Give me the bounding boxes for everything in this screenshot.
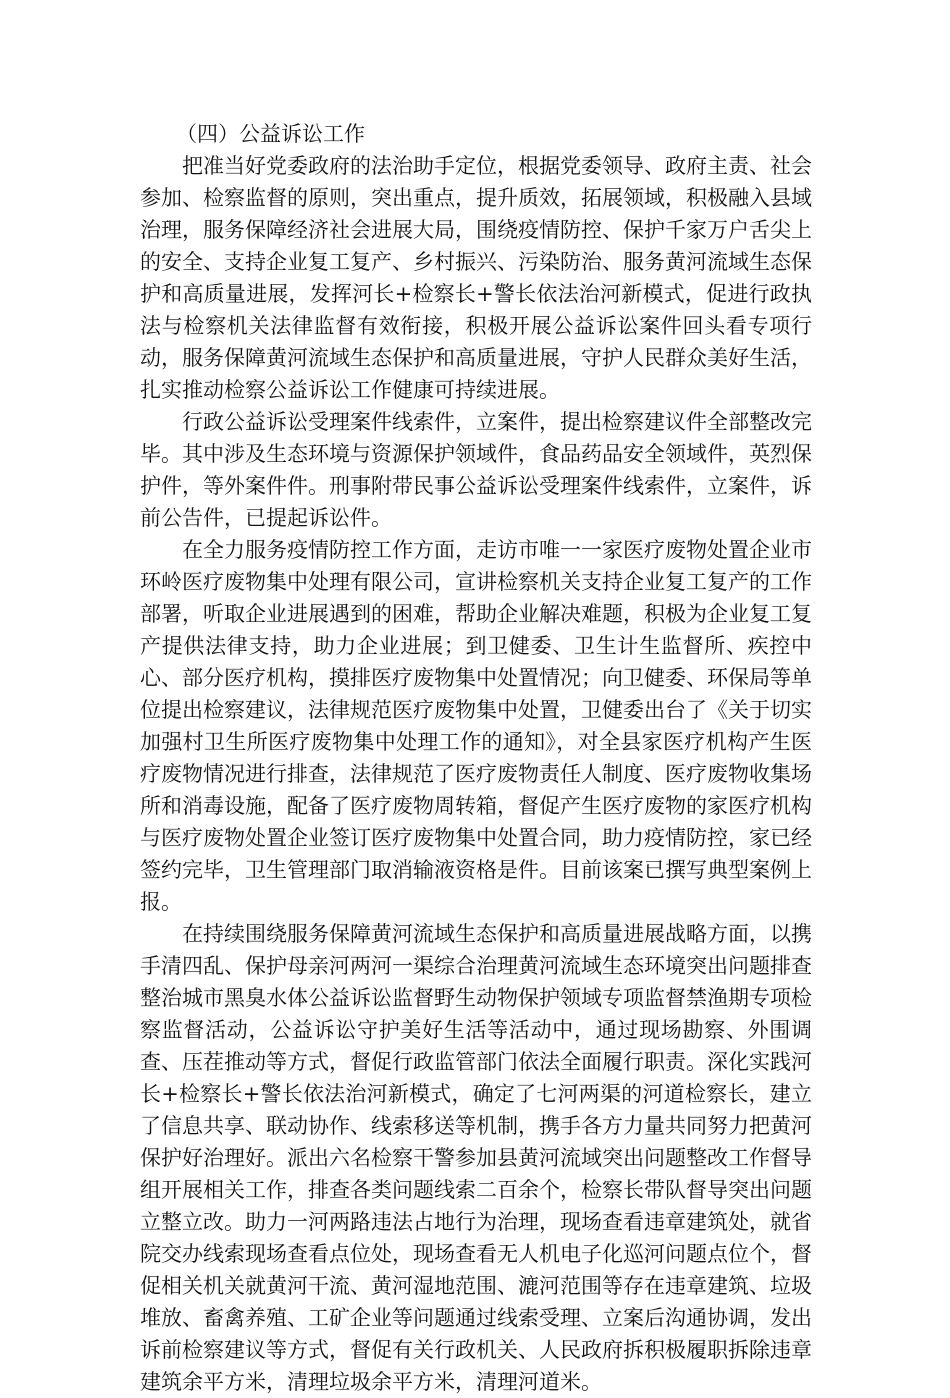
section-heading: （四）公益诉讼工作: [176, 122, 365, 146]
paragraph-case-statistics: 行政公益诉讼受理案件线索件，立案件，提出检察建议件全部整改完毕。其中涉及生态环境与资源保护领域件，食品药品安全领域件，英烈保护件，等外案件件。刑事附带民事公益诉讼受理案件线索件，立案件，诉前公告件，已提起诉讼件。: [140, 410, 812, 530]
paragraph-yellow-river-protection: 在持续围绕服务保障黄河流域生态保护和高质量进展战略方面，以携手清四乱、保护母亲河两河一渠综合治理黄河流域生态环境突出问题排查整治城市黑臭水体公益诉讼监督野生动物保护领域专项监督禁渔期专项检察监督活动，公益诉讼守护美好生活等活动中，通过现场勘察、外围调查、压茬推动等方式，督促行政监管部门依法全面履行职责。深化实践河长+检察长+警长依法治河新模式，确定了七河两渠的河道检察长，建立了信息共享、联动协作、线索移送等机制，携手各方力量共同努力把黄河保护好治理好。派出六名检察干警参加县黄河流域突出问题整改工作督导组开展相关工作，排查各类问题线索二百余个，检察长带队督导突出问题立整立改。助力一河两路违法占地行为治理，现场查看违章建筑处，就省院交办线索现场查看点位处，现场查看无人机电子化巡河问题点位个，督促相关机关就黄河干流、黄河湿地范围、漉河范围等存在违章建筑、垃圾堆放、畜禽养殖、工矿企业等问题通过线索受理、立案后沟通协调，发出诉前检察建议等方式，督促有关行政机关、人民政府拆积极履职拆除违章建筑余平方米，清理垃圾余平方米，清理河道米。: [140, 922, 812, 1394]
paragraph-epidemic-control: 在全力服务疫情防控工作方面，走访市唯一一家医疗废物处置企业市环岭医疗废物集中处理有限公司，宣讲检察机关支持企业复工复产的工作部署，听取企业进展遇到的困难，帮助企业解决难题，积极为企业复工复产提供法律支持，助力企业进展；到卫健委、卫生计生监督所、疾控中心、部分医疗机构，摸排医疗废物集中处置情况；向卫健委、环保局等单位提出检察建议，法律规范医疗废物集中处置，卫健委出台了《关于切实加强村卫生所医疗废物集中处理工作的通知》，对全县家医疗机构产生医疗废物情况进行排查，法律规范了医疗废物责任人制度、医疗废物收集场所和消毒设施，配备了医疗废物周转箱，督促产生医疗废物的家医疗机构与医疗废物处置企业签订医疗废物集中处置合同，助力疫情防控，家已经签约完毕，卫生管理部门取消输液资格是件。目前该案已撰写典型案例上报。: [140, 538, 812, 914]
paragraph-overview: 把准当好党委政府的法治助手定位，根据党委领导、政府主责、社会参加、检察监督的原则，突出重点，提升质效，拓展领域，积极融入县域治理，服务保障经济社会进展大局，围绕疫情防控、保护千家万户舌尖上的安全、支持企业复工复产、乡村振兴、污染防治、服务黄河流域生态保护和高质量进展，发挥河长+检察长+警长依法治河新模式，促进行政执法与检察机关法律监督有效衔接，积极开展公益诉讼案件回头看专项行动，服务保障黄河流域生态保护和高质量进展，守护人民群众美好生活，扎实推动检察公益诉讼工作健康可持续进展。: [140, 154, 812, 402]
document-page: [140, 118, 812, 1398]
